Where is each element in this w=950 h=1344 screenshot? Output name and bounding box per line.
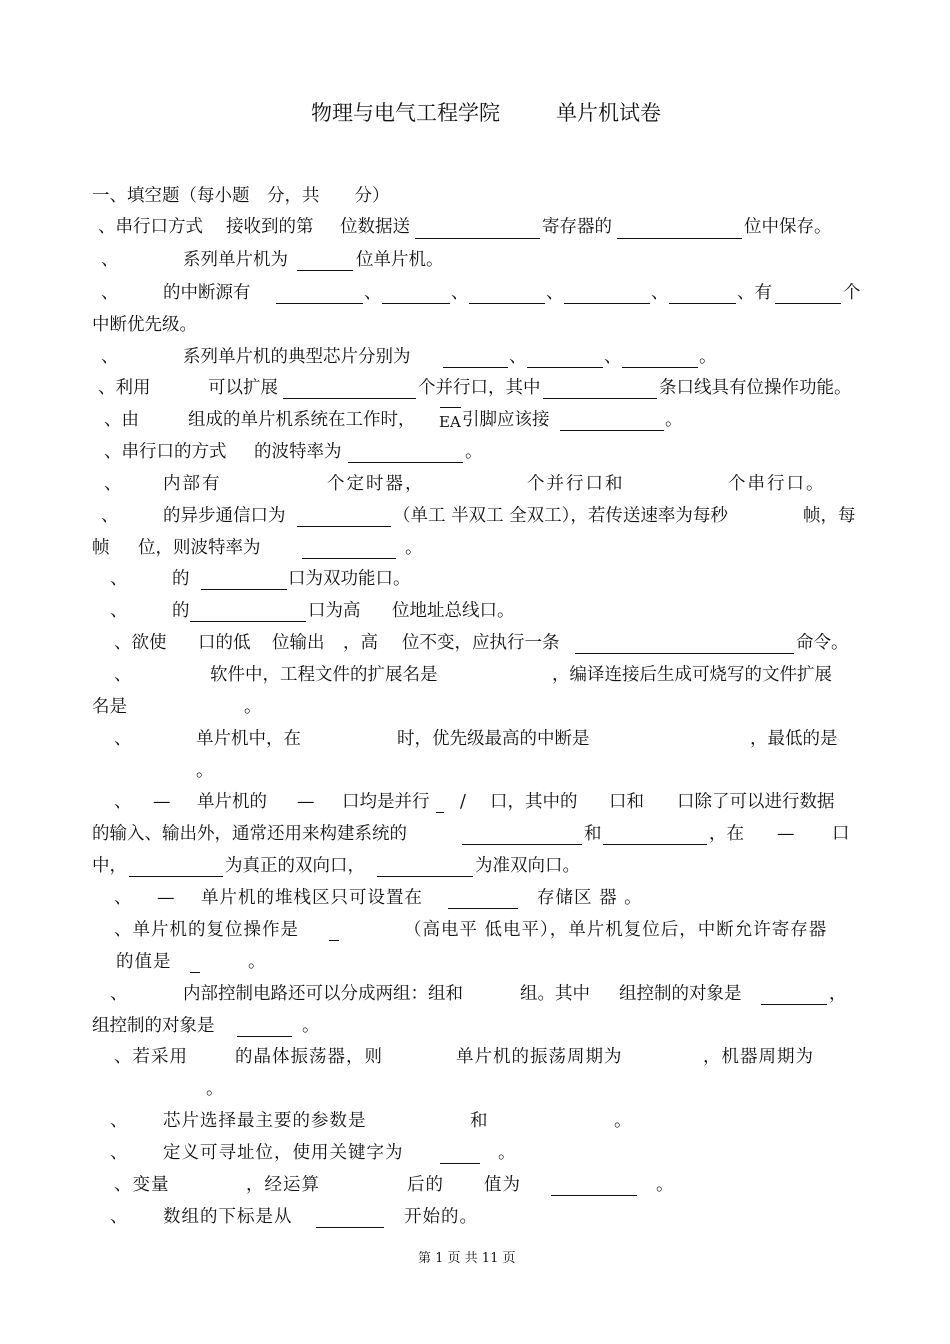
q17-text-b: （高电平 低电平），单片机复位后，中断允许寄存器 xyxy=(404,920,828,940)
q15-text-a: 、 xyxy=(114,792,132,812)
q1-text-a: 、串行口方式 xyxy=(98,217,203,237)
q16-text-b: 单片机的堆栈区只可设置在 xyxy=(201,888,423,908)
q10-blank-1 xyxy=(201,589,287,590)
q13-text-a: 、 xyxy=(114,665,132,685)
title-school: 物理与电气工程学院 xyxy=(311,101,500,125)
q22-text-c: 后的 xyxy=(407,1175,444,1195)
q19-text-b: 的晶体振荡器，则 xyxy=(235,1047,383,1067)
q7-text-b: 的波特率为 xyxy=(254,442,342,462)
q8-text-a: 、 xyxy=(104,474,122,494)
page-number: 第 1 页 共 11 页 xyxy=(418,1251,516,1266)
q15-line-3b: 为真正的双向口， xyxy=(225,856,365,876)
q18-line-2a: 组控制的对象是 xyxy=(92,1016,215,1036)
q14-text-d: ，最低的是 xyxy=(750,729,838,749)
q15-blank-2 xyxy=(462,844,582,845)
q15-dash-1: — xyxy=(153,792,171,812)
q15-text-f: 口除了可以进行数据 xyxy=(677,792,835,812)
q15-line-2d: 口 xyxy=(832,824,850,844)
q23-text-c: 开始的。 xyxy=(404,1207,478,1227)
q10-text-c: 口为双功能口。 xyxy=(288,569,411,589)
q3-blank-3 xyxy=(469,303,545,304)
q11-text-b: 的 xyxy=(172,601,190,621)
q22-text-d: 值为 xyxy=(484,1175,521,1195)
q17-blank-2 xyxy=(190,972,200,973)
q6-text-a: 、由 xyxy=(104,410,139,430)
q17-line-2e: 。 xyxy=(248,952,266,972)
q15-blank-1 xyxy=(436,812,444,813)
q3-blank-2 xyxy=(382,303,450,304)
q19-text-c: 单片机的振荡周期为 xyxy=(456,1047,623,1067)
q18-text-d: 组控制的对象是 xyxy=(619,984,742,1004)
q14-text-a: 、 xyxy=(114,729,132,749)
q9-line-2a: 帧 xyxy=(92,538,110,558)
q4-blank-1 xyxy=(443,367,508,368)
q11-blank-1 xyxy=(190,621,306,622)
q15-dash-2: — xyxy=(297,792,315,812)
q5-blank-1 xyxy=(283,398,416,399)
q18-blank-2 xyxy=(237,1036,292,1037)
q3-sep-5: 、有 xyxy=(737,283,772,303)
q21-text-e: 。 xyxy=(498,1143,516,1163)
q18-text-c: 组。其中 xyxy=(520,984,590,1004)
q8-text-e: 个串行口。 xyxy=(728,474,826,494)
q8-text-c: 个定时器， xyxy=(327,474,425,494)
section-heading: 一、填空题（每小题 分，共 分） xyxy=(92,186,390,206)
q12-text-f: 命令。 xyxy=(796,633,849,653)
title-exam: 单片机试卷 xyxy=(556,101,661,125)
q7-blank-1 xyxy=(348,462,463,463)
q3-sep-1: 、 xyxy=(364,283,382,303)
q15-line-3c: 为准双向口。 xyxy=(475,856,580,876)
q3-line-2: 中断优先级。 xyxy=(92,315,197,335)
q10-text-b: 的 xyxy=(172,569,190,589)
q17-blank-1 xyxy=(329,940,339,941)
q5-text-c: 个并行口，其中 xyxy=(418,378,541,398)
q1-blank-2 xyxy=(617,238,742,239)
q6-text-e: 。 xyxy=(665,410,683,430)
q5-text-b: 可以扩展 xyxy=(208,378,278,398)
q8-text-d: 个并行口和 xyxy=(527,474,625,494)
q15-line-2c: ，在 xyxy=(709,824,744,844)
q5-blank-2 xyxy=(543,398,657,399)
q12-text-e: 位不变，应执行一条 xyxy=(402,633,560,653)
q16-dash: — xyxy=(157,888,175,908)
q23-blank-1 xyxy=(316,1227,384,1228)
q4-sep-1: 、 xyxy=(509,347,527,367)
q15-text-b: 单片机的 xyxy=(197,792,267,812)
q13-text-c: ，编译连接后生成可烧写的文件扩展 xyxy=(552,665,832,685)
q15-line-3a: 中， xyxy=(92,856,127,876)
q20-text-e: 。 xyxy=(614,1111,632,1131)
q12-text-d: ，高 xyxy=(343,633,378,653)
q23-text-a: 、 xyxy=(110,1207,128,1227)
q12-text-a: 、欲使 xyxy=(114,633,167,653)
q15-line-2a: 的输入、输出外，通常还用来构建系统的 xyxy=(92,824,407,844)
q17-text-a: 、单片机的复位操作是 xyxy=(114,920,299,940)
q4-sep-2: 、 xyxy=(604,347,622,367)
q12-text-b: 口的低 xyxy=(198,633,251,653)
q1-text-c: 位数据送 xyxy=(340,217,410,237)
q7-text-e: 。 xyxy=(465,442,483,462)
q9-line-2e: 。 xyxy=(405,538,423,558)
q15-line-2b: 和 xyxy=(584,824,602,844)
q22-text-e: 。 xyxy=(656,1175,674,1195)
q6-blank-1 xyxy=(560,430,664,431)
q15-blank-4 xyxy=(129,876,223,877)
q18-blank-1 xyxy=(761,1004,827,1005)
q9-blank-1 xyxy=(297,526,391,527)
q12-text-c: 位输出 xyxy=(272,633,325,653)
q19-text-d: ，机器周期为 xyxy=(703,1047,814,1067)
q15-text-e: 口和 xyxy=(609,792,644,812)
q22-text-b: ，经运算 xyxy=(246,1175,320,1195)
q4-text-a: 、 xyxy=(101,347,119,367)
q13-text-b: 软件中，工程文件的扩展名是 xyxy=(210,665,438,685)
q16-text-c: 存储区 器 。 xyxy=(537,888,643,908)
q21-text-b: 定义可寻址位，使用关键字为 xyxy=(163,1143,404,1163)
q19-line-2: 。 xyxy=(206,1079,224,1099)
q13-line-2e: 。 xyxy=(244,697,262,717)
q9-text-b: 的异步通信口为 xyxy=(163,506,286,526)
q3-blank-1 xyxy=(276,303,363,304)
q19-text-a: 、若采用 xyxy=(114,1047,188,1067)
q21-blank-1 xyxy=(440,1163,480,1164)
q6-pin-ea: EA xyxy=(439,413,461,431)
q14-text-c: 时，优先级最高的中断是 xyxy=(397,729,590,749)
q14-text-b: 单片机中，在 xyxy=(196,729,301,749)
q13-line-2a: 名是 xyxy=(92,697,127,717)
q2-text-a: 、 xyxy=(101,250,119,270)
q6-text-b: 组成的单片机系统在工作时， xyxy=(188,410,416,430)
q10-text-a: 、 xyxy=(110,569,128,589)
q3-text-b: 的中断源有 xyxy=(163,283,251,303)
q22-blank-1 xyxy=(551,1195,637,1196)
q21-text-a: 、 xyxy=(110,1143,128,1163)
q14-line-2: 。 xyxy=(196,761,214,781)
q15-text-c: 口均是并行 xyxy=(342,792,430,812)
q4-blank-2 xyxy=(527,367,603,368)
q3-blank-6 xyxy=(775,303,841,304)
q22-text-a: 、变量 xyxy=(114,1175,170,1195)
q16-blank-1 xyxy=(448,908,518,909)
q20-text-c: 和 xyxy=(470,1111,488,1131)
q12-blank-1 xyxy=(575,653,794,654)
q4-blank-3 xyxy=(622,367,698,368)
q2-text-b: 系列单片机为 xyxy=(183,250,288,270)
q9-blank-2 xyxy=(302,558,396,559)
q17-line-2a: 的值是 xyxy=(116,952,172,972)
q16-text-a: 、 xyxy=(114,888,132,908)
q20-text-b: 芯片选择最主要的参数是 xyxy=(163,1111,367,1131)
q3-text-a: 、 xyxy=(101,283,119,303)
q11-text-d: 位地址总线口。 xyxy=(392,601,515,621)
q3-sep-3: 、 xyxy=(546,283,564,303)
q15-blank-3 xyxy=(603,844,707,845)
q3-sep-2: 、 xyxy=(451,283,469,303)
q3-blank-4 xyxy=(564,303,650,304)
q11-text-a: 、 xyxy=(110,601,128,621)
q2-blank-1 xyxy=(297,270,353,271)
q18-text-a: 、 xyxy=(110,984,128,1004)
q3-sep-4: 、 xyxy=(651,283,669,303)
q15-slash: / xyxy=(460,792,466,812)
q4-text-b: 系列单片机的典型芯片分别为 xyxy=(183,347,411,367)
q9-line-2b: 位，则波特率为 xyxy=(138,538,261,558)
q18-text-e: ， xyxy=(829,984,847,1004)
q4-text-e: 。 xyxy=(699,347,717,367)
q1-text-d: 寄存器的 xyxy=(542,217,612,237)
q9-text-c: （单工 半双工 全双工），若传送速率为每秒 xyxy=(393,506,728,526)
q8-text-b: 内部有 xyxy=(163,474,222,494)
q15-text-d: 口，其中的 xyxy=(490,792,578,812)
q3-blank-5 xyxy=(669,303,736,304)
q7-text-a: 、串行口的方式 xyxy=(104,442,227,462)
q18-line-2e: 。 xyxy=(302,1016,320,1036)
q11-text-c: 口为高 xyxy=(308,601,361,621)
q2-text-c: 位单片机。 xyxy=(356,250,444,270)
q9-text-d: 帧，每 xyxy=(803,506,856,526)
q1-text-e: 位中保存。 xyxy=(744,217,832,237)
q23-text-b: 数组的下标是从 xyxy=(163,1207,293,1227)
q1-blank-1 xyxy=(415,238,540,239)
q3-text-e: 个 xyxy=(843,283,861,303)
q15-line-2-dash: — xyxy=(777,824,795,844)
ea-overline xyxy=(440,407,461,408)
q15-blank-5 xyxy=(377,876,473,877)
q6-text-c: 引脚应该接 xyxy=(462,410,550,430)
q5-text-d: 条口线具有位操作功能。 xyxy=(659,378,852,398)
q1-text-b: 接收到的第 xyxy=(226,217,314,237)
q9-text-a: 、 xyxy=(101,506,119,526)
q5-text-a: 、利用 xyxy=(98,378,151,398)
q20-text-a: 、 xyxy=(110,1111,128,1131)
q18-text-b: 内部控制电路还可以分成两组：组和 xyxy=(183,984,463,1004)
